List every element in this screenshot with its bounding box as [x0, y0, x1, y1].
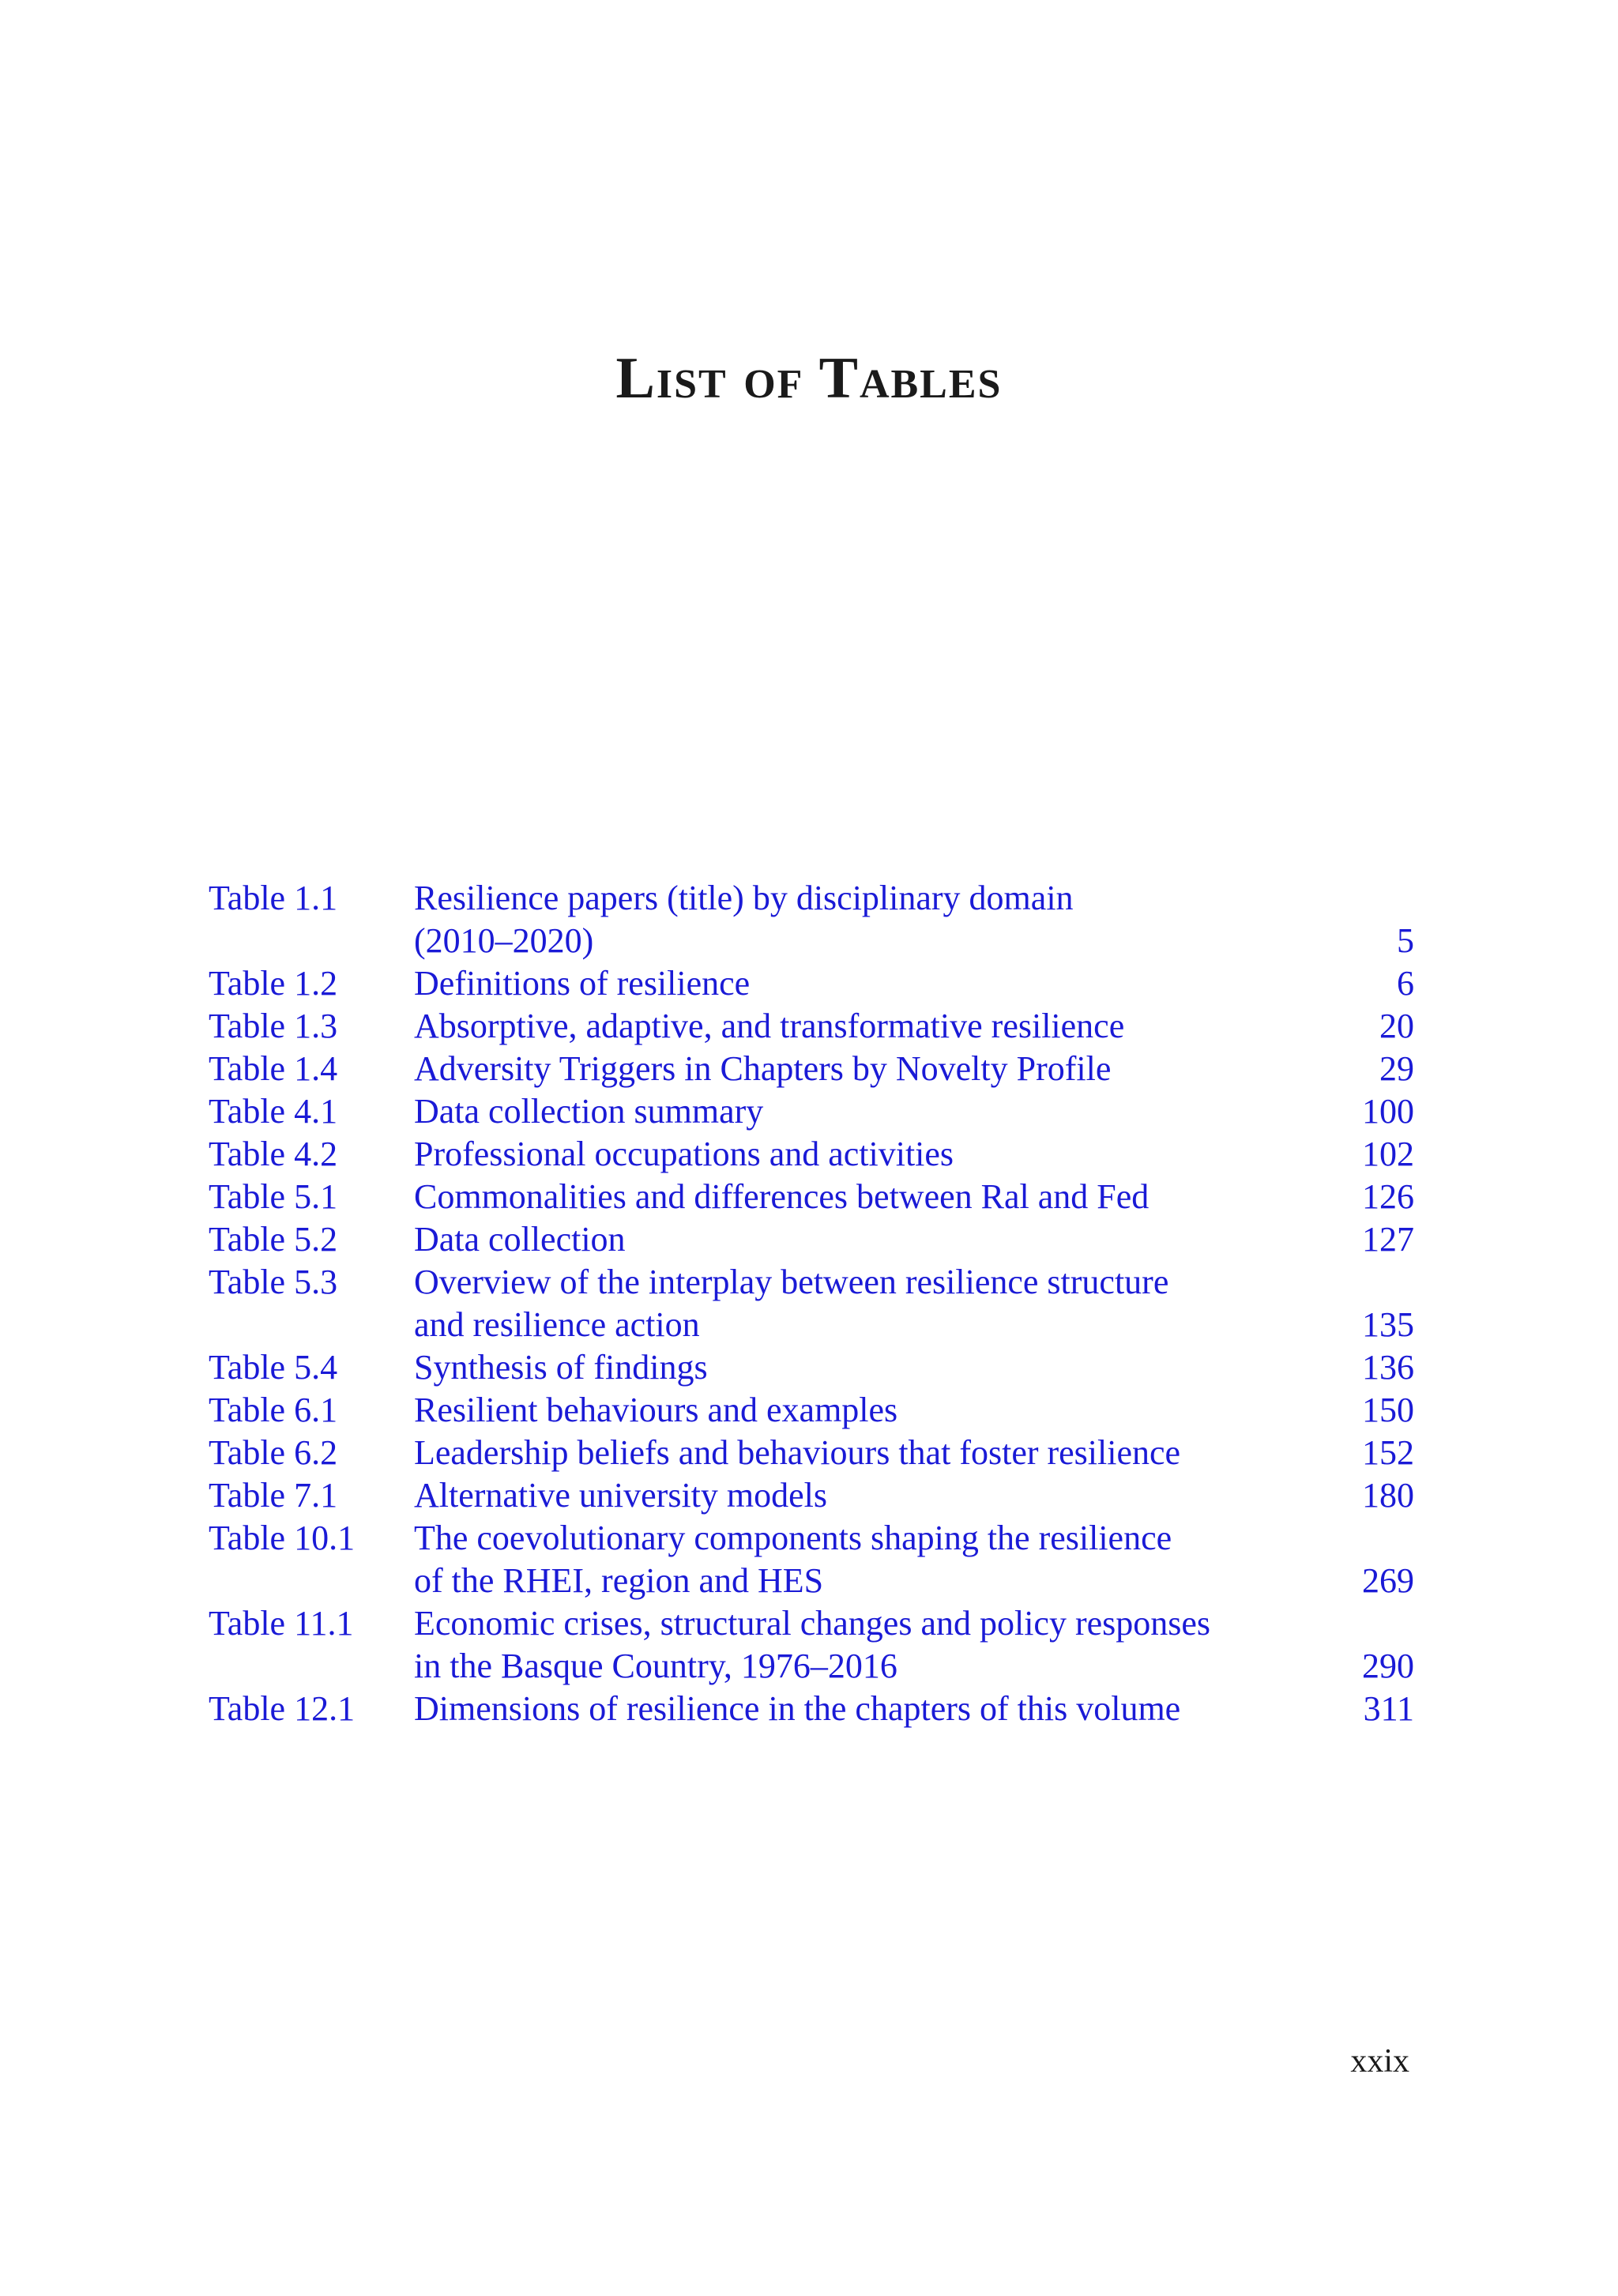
- table-entry[interactable]: [209, 1005, 1414, 1048]
- table-number[interactable]: Table 5.2: [209, 1220, 338, 1259]
- page-number[interactable]: 20: [1379, 1007, 1414, 1045]
- table-entry[interactable]: [209, 1261, 1414, 1346]
- table-caption-line[interactable]: (2010–2020): [414, 921, 594, 960]
- table-caption[interactable]: [414, 1048, 1288, 1090]
- table-number[interactable]: Table 6.2: [209, 1433, 338, 1472]
- table-caption-line[interactable]: Dimensions of resilience in the chapters of this volume: [414, 1689, 1181, 1728]
- table-number[interactable]: Table 5.4: [209, 1348, 338, 1387]
- table-entry[interactable]: [209, 1090, 1414, 1133]
- table-entry[interactable]: [209, 1432, 1414, 1474]
- page-number[interactable]: 290: [1362, 1647, 1414, 1685]
- table-caption-line[interactable]: Overview of the interplay between resilience structure: [414, 1263, 1169, 1301]
- table-number[interactable]: Table 11.1: [209, 1604, 354, 1643]
- table-caption-line[interactable]: Adversity Triggers in Chapters by Novelty Profile: [414, 1049, 1112, 1088]
- table-number[interactable]: Table 12.1: [209, 1689, 356, 1728]
- folio-page-number: xxix: [1350, 2043, 1409, 2080]
- table-entry[interactable]: [209, 1346, 1414, 1389]
- table-caption-line[interactable]: The coevolutionary components shaping the resilience: [414, 1519, 1172, 1557]
- table-entry[interactable]: [209, 1133, 1414, 1176]
- table-caption[interactable]: [414, 1346, 1288, 1389]
- page-number[interactable]: 152: [1362, 1433, 1414, 1472]
- page-number[interactable]: 150: [1362, 1391, 1414, 1429]
- table-caption-line[interactable]: Absorptive, adaptive, and transformative resilience: [414, 1007, 1125, 1045]
- table-caption-line[interactable]: and resilience action: [414, 1305, 700, 1344]
- table-number[interactable]: Table 1.3: [209, 1007, 338, 1045]
- table-caption[interactable]: [414, 1389, 1288, 1432]
- table-entry[interactable]: [209, 1517, 1414, 1602]
- table-caption-line[interactable]: Professional occupations and activities: [414, 1135, 954, 1173]
- table-caption[interactable]: [414, 1432, 1288, 1474]
- page-number[interactable]: 100: [1362, 1092, 1414, 1131]
- table-entry[interactable]: [209, 1389, 1414, 1432]
- page-number[interactable]: 5: [1397, 921, 1414, 960]
- page-number[interactable]: 6: [1397, 964, 1414, 1003]
- page-number[interactable]: 127: [1362, 1220, 1414, 1259]
- table-entry[interactable]: [209, 1688, 1414, 1730]
- page-number[interactable]: 29: [1379, 1049, 1414, 1088]
- page-number[interactable]: 126: [1362, 1177, 1414, 1216]
- table-caption-line[interactable]: Resilience papers (title) by disciplinary domain: [414, 879, 1074, 917]
- table-entry[interactable]: [209, 1048, 1414, 1090]
- page-title: List of Tables: [615, 345, 1003, 411]
- table-number[interactable]: Table 1.1: [209, 879, 338, 917]
- table-caption[interactable]: [414, 1176, 1288, 1218]
- table-caption[interactable]: [414, 1005, 1288, 1048]
- table-caption-line[interactable]: Leadership beliefs and behaviours that foster resilience: [414, 1433, 1181, 1472]
- table-number[interactable]: Table 1.4: [209, 1049, 338, 1088]
- table-number[interactable]: Table 5.1: [209, 1177, 338, 1216]
- page-number[interactable]: 311: [1363, 1689, 1414, 1728]
- table-caption-line[interactable]: Synthesis of findings: [414, 1348, 708, 1387]
- page-number[interactable]: 269: [1362, 1561, 1414, 1600]
- table-caption-line[interactable]: in the Basque Country, 1976–2016: [414, 1647, 897, 1685]
- table-caption[interactable]: [414, 1517, 1288, 1602]
- table-caption[interactable]: [414, 1133, 1288, 1176]
- table-number[interactable]: Table 7.1: [209, 1476, 338, 1515]
- table-caption[interactable]: [414, 1090, 1288, 1133]
- table-caption-line[interactable]: of the RHEI, region and HES: [414, 1561, 824, 1600]
- table-caption-line[interactable]: Commonalities and differences between Ral and Fed: [414, 1177, 1150, 1216]
- table-caption[interactable]: [414, 1218, 1288, 1261]
- table-caption[interactable]: [414, 1261, 1288, 1346]
- table-list: [209, 877, 1414, 1730]
- table-caption-line[interactable]: Definitions of resilience: [414, 964, 751, 1003]
- table-number[interactable]: Table 4.1: [209, 1092, 338, 1131]
- table-entry[interactable]: [209, 1474, 1414, 1517]
- table-caption[interactable]: [414, 1602, 1288, 1688]
- table-caption[interactable]: [414, 1474, 1288, 1517]
- table-number[interactable]: Table 10.1: [209, 1519, 356, 1557]
- page-number[interactable]: 136: [1362, 1348, 1414, 1387]
- table-caption-line[interactable]: Resilient behaviours and examples: [414, 1391, 898, 1429]
- table-caption[interactable]: [414, 877, 1288, 962]
- table-caption-line[interactable]: Data collection summary: [414, 1092, 764, 1131]
- page-number[interactable]: 135: [1362, 1305, 1414, 1344]
- table-entry[interactable]: [209, 1602, 1414, 1688]
- table-entry[interactable]: [209, 877, 1414, 962]
- table-caption[interactable]: [414, 962, 1288, 1005]
- table-caption[interactable]: [414, 1688, 1288, 1730]
- table-entry[interactable]: [209, 1176, 1414, 1218]
- table-caption-line[interactable]: Alternative university models: [414, 1476, 827, 1515]
- table-entry[interactable]: [209, 1218, 1414, 1261]
- table-caption-line[interactable]: Data collection: [414, 1220, 626, 1259]
- table-number[interactable]: Table 4.2: [209, 1135, 338, 1173]
- table-entry[interactable]: [209, 962, 1414, 1005]
- table-caption-line[interactable]: Economic crises, structural changes and policy responses: [414, 1604, 1211, 1643]
- page-number[interactable]: 102: [1362, 1135, 1414, 1173]
- table-number[interactable]: Table 6.1: [209, 1391, 338, 1429]
- table-number[interactable]: Table 1.2: [209, 964, 338, 1003]
- page-number[interactable]: 180: [1362, 1476, 1414, 1515]
- table-number[interactable]: Table 5.3: [209, 1263, 338, 1301]
